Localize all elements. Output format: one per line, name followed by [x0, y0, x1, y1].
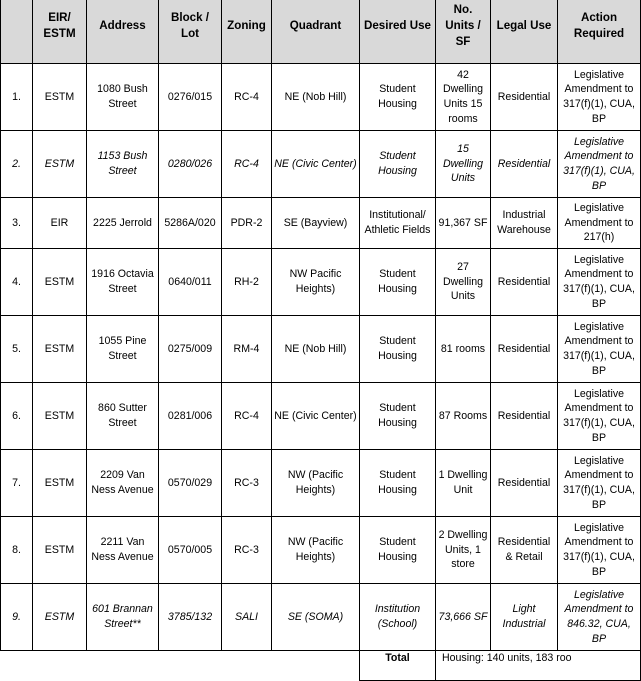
- quadrant-cell: NE (Civic Center): [272, 383, 360, 450]
- address-cell: 1153 Bush Street: [87, 131, 159, 198]
- header-desired-use: Desired Use: [360, 0, 436, 64]
- zoning-cell: RC-3: [222, 450, 272, 517]
- action-cell: Legislative Amendment to 317(f)(1), CUA, BP: [558, 131, 641, 198]
- header-block-lot: Block / Lot: [159, 0, 222, 64]
- action-cell: Legislative Amendment to 317(f)(1), CUA, BP: [558, 249, 641, 316]
- address-cell: 2211 Van Ness Avenue: [87, 517, 159, 584]
- quadrant-cell: SE (SOMA): [272, 584, 360, 651]
- units-cell: 91,367 SF: [436, 198, 491, 249]
- units-cell: 81 rooms: [436, 316, 491, 383]
- action-cell: Legislative Amendment to 846.32, CUA, BP: [558, 584, 641, 651]
- total-label: Total: [360, 651, 436, 681]
- table-row: [1, 249, 641, 316]
- address-cell: 1080 Bush Street: [87, 64, 159, 131]
- units-cell: 87 Rooms: [436, 383, 491, 450]
- eir-estm-cell: ESTM: [33, 316, 87, 383]
- legal-use-cell: Industrial Warehouse: [491, 198, 558, 249]
- header-zoning: Zoning: [222, 0, 272, 64]
- desired-use-cell: Student Housing: [360, 517, 436, 584]
- header-row: [1, 0, 641, 64]
- legal-use-cell: Residential & Retail: [491, 517, 558, 584]
- eir-estm-cell: EIR: [33, 198, 87, 249]
- row-number: 8.: [1, 517, 33, 584]
- zoning-cell: RC-4: [222, 383, 272, 450]
- table-row: [1, 131, 641, 198]
- zoning-cell: PDR-2: [222, 198, 272, 249]
- eir-estm-cell: ESTM: [33, 450, 87, 517]
- quadrant-cell: NE (Civic Center): [272, 131, 360, 198]
- block-lot-cell: 0276/015: [159, 64, 222, 131]
- row-number: 2.: [1, 131, 33, 198]
- row-number: 9.: [1, 584, 33, 651]
- zoning-cell: RC-4: [222, 64, 272, 131]
- desired-use-cell: Student Housing: [360, 249, 436, 316]
- quadrant-cell: NW Pacific Heights): [272, 249, 360, 316]
- action-cell: Legislative Amendment to 317(f)(1), CUA, BP: [558, 383, 641, 450]
- units-cell: 1 Dwelling Unit: [436, 450, 491, 517]
- quadrant-cell: SE (Bayview): [272, 198, 360, 249]
- desired-use-cell: Student Housing: [360, 383, 436, 450]
- row-number: 4.: [1, 249, 33, 316]
- eir-estm-cell: ESTM: [33, 517, 87, 584]
- legal-use-cell: Residential: [491, 249, 558, 316]
- legal-use-cell: Residential: [491, 316, 558, 383]
- address-cell: 601 Brannan Street**: [87, 584, 159, 651]
- header-quadrant: Quadrant: [272, 0, 360, 64]
- block-lot-cell: 5286A/020: [159, 198, 222, 249]
- units-cell: 15 Dwelling Units: [436, 131, 491, 198]
- header-number: [1, 0, 33, 64]
- row-number: 5.: [1, 316, 33, 383]
- table-row: [1, 316, 641, 383]
- zoning-cell: RH-2: [222, 249, 272, 316]
- block-lot-cell: 0570/029: [159, 450, 222, 517]
- table-row: [1, 383, 641, 450]
- row-number: 7.: [1, 450, 33, 517]
- desired-use-cell: Student Housing: [360, 131, 436, 198]
- desired-use-cell: Institutional/ Athletic Fields: [360, 198, 436, 249]
- block-lot-cell: 0570/005: [159, 517, 222, 584]
- total-value: Housing: 140 units, 183 roo: [436, 651, 641, 681]
- header-units-sf: No. Units / SF: [436, 0, 491, 64]
- header-address: Address: [87, 0, 159, 64]
- quadrant-cell: NE (Nob Hill): [272, 64, 360, 131]
- quadrant-cell: NE (Nob Hill): [272, 316, 360, 383]
- units-cell: 2 Dwelling Units, 1 store: [436, 517, 491, 584]
- block-lot-cell: 0280/026: [159, 131, 222, 198]
- units-cell: 27 Dwelling Units: [436, 249, 491, 316]
- header-action-required: Action Required: [558, 0, 641, 64]
- table-row: [1, 198, 641, 249]
- zoning-cell: RM-4: [222, 316, 272, 383]
- desired-use-cell: Student Housing: [360, 316, 436, 383]
- block-lot-cell: 3785/132: [159, 584, 222, 651]
- eir-estm-cell: ESTM: [33, 383, 87, 450]
- table-row: [1, 450, 641, 517]
- desired-use-cell: Institution (School): [360, 584, 436, 651]
- legal-use-cell: Residential: [491, 383, 558, 450]
- zoning-cell: RC-3: [222, 517, 272, 584]
- header-eir-estm: EIR/ ESTM: [33, 0, 87, 64]
- legal-use-cell: Residential: [491, 450, 558, 517]
- address-cell: 2209 Van Ness Avenue: [87, 450, 159, 517]
- total-spacer: [1, 651, 360, 681]
- desired-use-cell: Student Housing: [360, 64, 436, 131]
- row-number: 1.: [1, 64, 33, 131]
- action-cell: Legislative Amendment to 317(f)(1), CUA, BP: [558, 64, 641, 131]
- table-row: [1, 517, 641, 584]
- eir-estm-cell: ESTM: [33, 64, 87, 131]
- units-cell: 73,666 SF: [436, 584, 491, 651]
- quadrant-cell: NW (Pacific Heights): [272, 517, 360, 584]
- legal-use-cell: Light Industrial: [491, 584, 558, 651]
- table-row: [1, 584, 641, 651]
- total-row: [1, 651, 641, 681]
- eir-estm-cell: ESTM: [33, 249, 87, 316]
- action-cell: Legislative Amendment to 317(f)(1), CUA, BP: [558, 517, 641, 584]
- block-lot-cell: 0275/009: [159, 316, 222, 383]
- action-cell: Legislative Amendment to 217(h): [558, 198, 641, 249]
- address-cell: 860 Sutter Street: [87, 383, 159, 450]
- zoning-cell: RC-4: [222, 131, 272, 198]
- eir-estm-cell: ESTM: [33, 584, 87, 651]
- desired-use-cell: Student Housing: [360, 450, 436, 517]
- address-cell: 1055 Pine Street: [87, 316, 159, 383]
- row-number: 6.: [1, 383, 33, 450]
- action-cell: Legislative Amendment to 317(f)(1), CUA, BP: [558, 450, 641, 517]
- header-legal-use: Legal Use: [491, 0, 558, 64]
- block-lot-cell: 0281/006: [159, 383, 222, 450]
- address-cell: 1916 Octavia Street: [87, 249, 159, 316]
- legal-use-cell: Residential: [491, 64, 558, 131]
- row-number: 3.: [1, 198, 33, 249]
- legal-use-cell: Residential: [491, 131, 558, 198]
- table-row: [1, 64, 641, 131]
- zoning-cell: SALI: [222, 584, 272, 651]
- action-cell: Legislative Amendment to 317(f)(1), CUA, BP: [558, 316, 641, 383]
- address-cell: 2225 Jerrold: [87, 198, 159, 249]
- block-lot-cell: 0640/011: [159, 249, 222, 316]
- quadrant-cell: NW (Pacific Heights): [272, 450, 360, 517]
- eir-estm-cell: ESTM: [33, 131, 87, 198]
- units-cell: 42 Dwelling Units 15 rooms: [436, 64, 491, 131]
